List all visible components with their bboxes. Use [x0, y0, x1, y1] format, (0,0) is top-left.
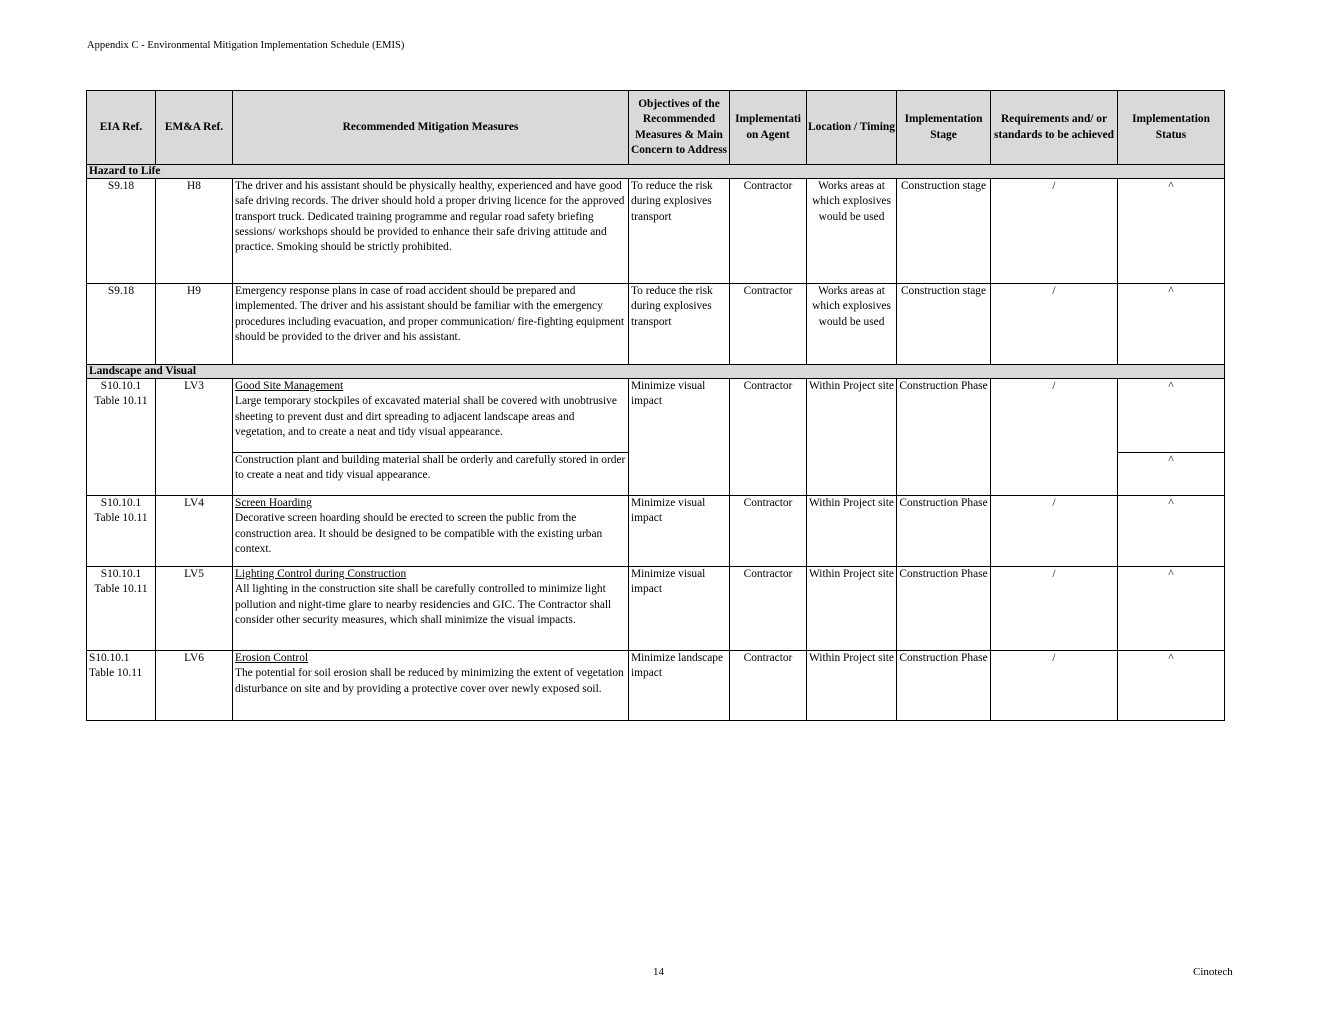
- measures-cell: The driver and his assistant should be physically healthy, experienced and have good safe driving records. The driver should hold a proper driving licence for the approved transport truck. Dedicated training programme and regular road safety briefing sessions/ workshops should be provided to enhance their safe driving attitude and practice. Smoking should be strictly prohibited.: [233, 179, 629, 284]
- measure-text: Decorative screen hoarding should be erected to screen the public from the construction area. It should be designed to be compatible with the existing urban context.: [235, 512, 603, 555]
- section-title: Landscape and Visual: [87, 365, 1225, 379]
- agent-cell: Contractor: [730, 284, 807, 365]
- table-row: [87, 567, 1225, 651]
- ema-ref-cell: H9: [156, 284, 233, 365]
- objectives-cell: To reduce the risk during explosives transport: [629, 179, 730, 284]
- agent-cell: Contractor: [730, 651, 807, 721]
- measure-heading: Lighting Control during Construction: [235, 568, 407, 580]
- location-cell: Within Project site: [807, 496, 897, 567]
- eia-ref-cell: S10.10.1 Table 10.11: [87, 567, 156, 651]
- requirements-cell: /: [991, 567, 1118, 651]
- col-header-requirements: Requirements and/ or standards to be achieved: [991, 91, 1118, 165]
- eia-ref-cell: S9.18: [87, 284, 156, 365]
- ema-ref-cell: LV3: [156, 379, 233, 496]
- agent-cell: Contractor: [730, 379, 807, 496]
- status-cell: ^: [1118, 284, 1225, 365]
- ema-ref-cell: LV5: [156, 567, 233, 651]
- stage-cell: Construction Phase: [897, 567, 991, 651]
- measure-text: All lighting in the construction site shall be carefully controlled to minimize light pollution and night-time glare to nearby residencies and GIC. The Contractor shall consider other security measures, which shall minimize the visual impacts.: [235, 583, 612, 626]
- status-cell: ^: [1118, 179, 1225, 284]
- section-row: [87, 165, 1225, 179]
- location-cell: Within Project site: [807, 379, 897, 496]
- measures-cell: Construction plant and building material shall be orderly and carefully stored in order to create a neat and tidy visual appearance.: [233, 453, 629, 496]
- table-header-row: [87, 91, 1225, 165]
- location-cell: Works areas at which explosives would be used: [807, 284, 897, 365]
- objectives-cell: To reduce the risk during explosives transport: [629, 284, 730, 365]
- measures-cell: [233, 567, 629, 651]
- stage-cell: Construction Phase: [897, 379, 991, 496]
- stage-cell: Construction Phase: [897, 496, 991, 567]
- measures-cell: [233, 496, 629, 567]
- requirements-cell: /: [991, 496, 1118, 567]
- agent-cell: Contractor: [730, 179, 807, 284]
- status-cell: ^: [1118, 496, 1225, 567]
- location-cell: Within Project site: [807, 651, 897, 721]
- table-row: [87, 379, 1225, 453]
- measures-cell: [233, 379, 629, 453]
- measure-text: The potential for soil erosion shall be reduced by minimizing the extent of vegetation disturbance on site and by providing a protective cover over newly exposed soil.: [235, 667, 624, 695]
- table-row: [87, 284, 1225, 365]
- measures-cell: [233, 651, 629, 721]
- requirements-cell: /: [991, 179, 1118, 284]
- status-cell: ^: [1118, 567, 1225, 651]
- measure-heading: Screen Hoarding: [235, 497, 312, 509]
- col-header-status: Implementation Status: [1118, 91, 1225, 165]
- agent-cell: Contractor: [730, 496, 807, 567]
- status-cell: ^: [1118, 651, 1225, 721]
- status-cell: ^: [1118, 379, 1225, 453]
- measure-heading: Good Site Management: [235, 380, 344, 392]
- col-header-location: Location / Timing: [807, 91, 897, 165]
- eia-ref-cell: S10.10.1 Table 10.11: [87, 379, 156, 496]
- eia-ref-cell: S10.10.1 Table 10.11: [87, 651, 156, 721]
- status-cell: ^: [1118, 453, 1225, 496]
- table-row: [87, 496, 1225, 567]
- col-header-agent: Implementati on Agent: [730, 91, 807, 165]
- measures-cell: Emergency response plans in case of road accident should be prepared and implemented. The driver and his assistant should be familiar with the emergency procedures including evacuation, and proper communication/ fire-fighting equipment should be provided to the driver and his assistant.: [233, 284, 629, 365]
- emis-table: [86, 90, 1225, 721]
- page-number: 14: [653, 966, 664, 978]
- ema-ref-cell: H8: [156, 179, 233, 284]
- agent-cell: Contractor: [730, 567, 807, 651]
- stage-cell: Construction stage: [897, 179, 991, 284]
- objectives-cell: Minimize visual impact: [629, 496, 730, 567]
- col-header-stage: Implementation Stage: [897, 91, 991, 165]
- eia-ref-cell: S9.18: [87, 179, 156, 284]
- document-header: Appendix C - Environmental Mitigation Implementation Schedule (EMIS): [87, 40, 405, 51]
- ema-ref-cell: LV6: [156, 651, 233, 721]
- section-row: [87, 365, 1225, 379]
- col-header-eia-ref: EIA Ref.: [87, 91, 156, 165]
- col-header-measures: Recommended Mitigation Measures: [233, 91, 629, 165]
- measure-heading: Erosion Control: [235, 652, 309, 664]
- requirements-cell: /: [991, 284, 1118, 365]
- col-header-objectives: Objectives of the Recommended Measures & Main Concern to Address: [629, 91, 730, 165]
- measure-text: Large temporary stockpiles of excavated material shall be covered with unobtrusive sheeting to prevent dust and dirt spreading to adjacent landscape areas and vegetation, and to create a neat and tidy visual appearance.: [235, 395, 617, 438]
- col-header-ema-ref: EM&A Ref.: [156, 91, 233, 165]
- location-cell: Within Project site: [807, 567, 897, 651]
- requirements-cell: /: [991, 379, 1118, 496]
- table-row: [87, 179, 1225, 284]
- table-row: [87, 651, 1225, 721]
- eia-ref-cell: S10.10.1 Table 10.11: [87, 496, 156, 567]
- stage-cell: Construction Phase: [897, 651, 991, 721]
- requirements-cell: /: [991, 651, 1118, 721]
- objectives-cell: Minimize landscape impact: [629, 651, 730, 721]
- objectives-cell: Minimize visual impact: [629, 567, 730, 651]
- ema-ref-cell: LV4: [156, 496, 233, 567]
- stage-cell: Construction stage: [897, 284, 991, 365]
- company-name: Cinotech: [1193, 966, 1233, 978]
- objectives-cell: Minimize visual impact: [629, 379, 730, 496]
- section-title: Hazard to Life: [87, 165, 1225, 179]
- location-cell: Works areas at which explosives would be used: [807, 179, 897, 284]
